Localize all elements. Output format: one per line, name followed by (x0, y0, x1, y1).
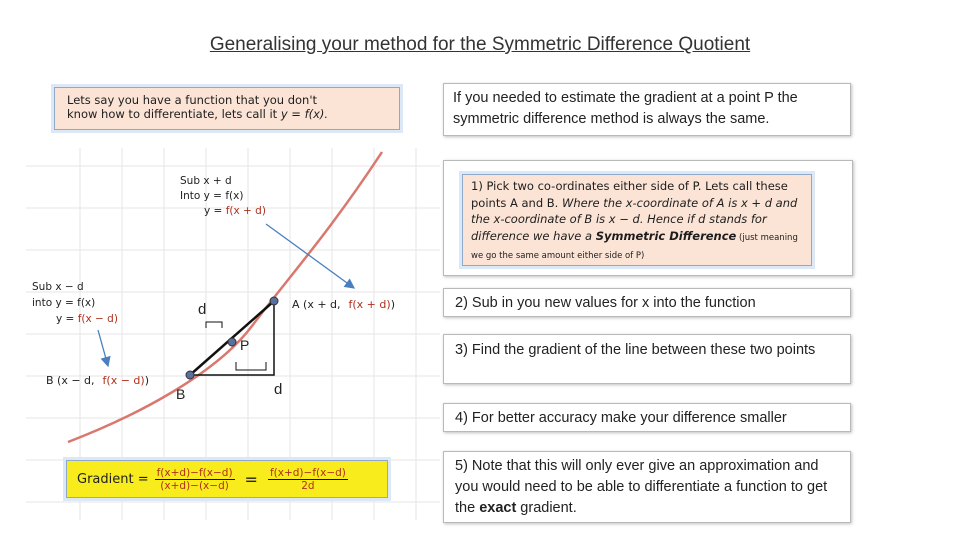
sub-b-line3-f: f(x − d) (77, 313, 118, 325)
point-b-close: ) (144, 374, 150, 387)
point-b-f: f(x − d) (102, 374, 145, 387)
label-p: P (240, 337, 250, 353)
sub-b-line3-y: y = (56, 313, 78, 325)
step5-bold: exact (479, 500, 517, 516)
sub-a-line2: Into y = f(x) (180, 190, 244, 202)
sub-b-line3 (56, 313, 118, 325)
sub-a-line1: Sub x + d (180, 175, 232, 187)
slide-title: Generalising your method for the Symmetric Difference Quotient (209, 34, 751, 55)
sub-a-line3 (204, 205, 266, 217)
sub-b-line1: Sub x − d (32, 281, 84, 293)
point-b-dot (186, 371, 194, 379)
point-a-label (292, 298, 395, 311)
step5-text-b: gradient. (516, 500, 577, 516)
step3-text: 3) Find the gradient of the line between these two points (455, 342, 816, 358)
step1-bold: Symmetric Difference (595, 228, 737, 243)
function-note-line2 (67, 107, 387, 121)
label-b: B (176, 386, 186, 402)
sub-b-line2: into y = f(x) (32, 297, 96, 309)
gradient-formula (66, 460, 388, 498)
step2-box (443, 288, 851, 317)
gradient-equals: = (244, 469, 258, 489)
sub-a-line3-f: f(x + d) (225, 205, 266, 217)
point-a-close: ) (390, 298, 395, 311)
step4-text: 4) For better accuracy make your difference smaller (455, 410, 787, 426)
label-d-bottom: d (274, 381, 283, 398)
step1-text-b: Where the x-coordinate of A is x + d and the x-coordinate of B is x − d. Hence if d stands for difference we have a (471, 195, 798, 243)
step5-box (443, 451, 851, 523)
gradient-den-2: 2d (301, 479, 315, 492)
sub-a-line3-y: y = (204, 205, 226, 217)
point-a-dot (270, 297, 278, 305)
function-note-line2-text: know how to differentiate, lets call it (67, 107, 281, 121)
intro-box (443, 83, 851, 136)
bracket-top (206, 322, 222, 328)
point-b-coord: B (x − d, (46, 374, 95, 387)
bracket-bottom (236, 362, 266, 370)
step4-box (443, 403, 851, 432)
point-p-dot (228, 338, 236, 346)
intro-text: If you needed to estimate the gradient at a point P the symmetric difference method is always the same. (453, 90, 798, 127)
function-note (54, 87, 400, 130)
step1-note (462, 174, 812, 266)
arrow-to-point-a (266, 224, 354, 288)
label-d-top: d (198, 301, 207, 318)
point-a-coord: A (x + d, (292, 298, 341, 311)
step1-box (443, 160, 853, 276)
gradient-num-1: f(x+d)−f(x−d) (156, 466, 233, 479)
step3-box (443, 334, 851, 384)
gradient-fraction-2 (268, 467, 348, 492)
gradient-den-1: (x+d)−(x−d) (160, 479, 229, 492)
step2-text: 2) Sub in you new values for x into the function (455, 295, 756, 311)
function-note-math: y = f(x). (280, 107, 329, 121)
step1-text-a: 1) Pick two co-ordinates either side of P. Lets call these points A and B. (471, 179, 788, 210)
step1-small: (just meaning we go the same amount either side of P) (471, 232, 798, 261)
gradient-num-2: f(x+d)−f(x−d) (269, 466, 346, 479)
step5-text-a: 5) Note that this will only ever give an approximation and you would need to be able to differentiate a function to get the (455, 458, 828, 516)
gradient-fraction-1 (155, 467, 235, 492)
gradient-label: Gradient = (77, 471, 149, 487)
arrow-to-point-b (98, 330, 108, 366)
function-note-line1: Lets say you have a function that you don't (67, 93, 318, 107)
point-a-f: f(x + d) (348, 298, 391, 311)
